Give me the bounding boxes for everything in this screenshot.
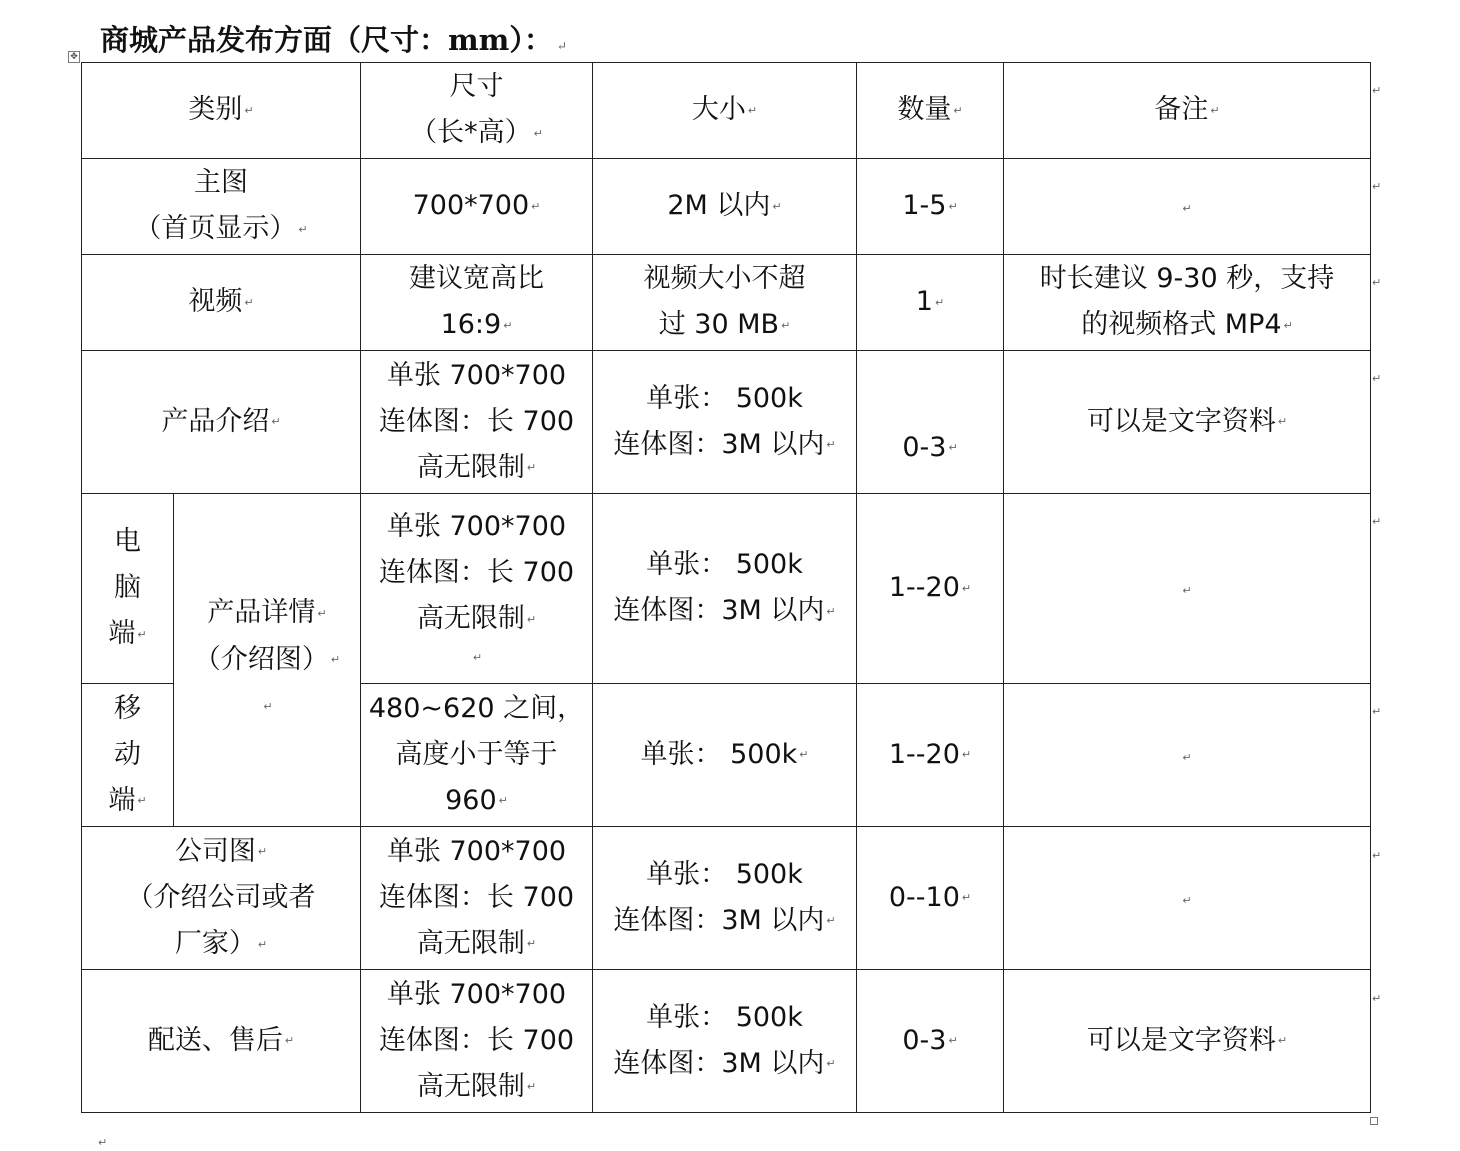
cell-filesize: 视频大小不超 过 30 MB ↵ [593, 255, 857, 351]
cell-category: 公司图 ↵ （介绍公司或者 厂家） ↵ [82, 827, 361, 970]
table-header-row [82, 63, 1371, 159]
row-end-mark: ↵ [1372, 992, 1382, 1005]
cell-filesize: 单张： 500k ↵ [593, 684, 857, 827]
cell-size: 单张 700*700 连体图：长 700 高无限制 ↵ [361, 827, 593, 970]
row-end-mark: ↵ [1372, 84, 1382, 97]
cell-filesize: 单张： 500k 连体图：3M 以内 ↵ [593, 494, 857, 684]
table-row [82, 970, 1371, 1113]
cell-quantity: 1-5 ↵ [857, 159, 1004, 255]
header-filesize: 大小 ↵ [593, 63, 857, 159]
table-move-handle-icon[interactable]: ✥ [68, 51, 80, 63]
cell-note: ↵ [1004, 827, 1371, 970]
cell-quantity: 0-3 ↵ [857, 351, 1004, 494]
cell-filesize: 单张： 500k 连体图：3M 以内 ↵ [593, 351, 857, 494]
cell-note: ↵ [1004, 159, 1371, 255]
cell-note: 可以是文字资料 ↵ [1004, 351, 1371, 494]
header-category: 类别 ↵ [82, 63, 361, 159]
cell-quantity: 1--20 ↵ [857, 684, 1004, 827]
cell-note: ↵ [1004, 494, 1371, 684]
cell-size: 建议宽高比 16:9 ↵ [361, 255, 593, 351]
table-row [82, 351, 1371, 494]
cell-size: 单张 700*700 连体图：长 700 高无限制 ↵ [361, 970, 593, 1113]
row-end-mark: ↵ [1372, 180, 1382, 193]
cell-quantity: 0-3 ↵ [857, 970, 1004, 1113]
header-quantity: 数量 ↵ [857, 63, 1004, 159]
cell-platform-mobile: 移 动 端 ↵ [82, 684, 174, 827]
header-size: 尺寸 （长*高） ↵ [361, 63, 593, 159]
cell-category: 产品介绍 ↵ [82, 351, 361, 494]
cell-quantity: 1--20 ↵ [857, 494, 1004, 684]
cell-filesize: 单张： 500k 连体图：3M 以内 ↵ [593, 970, 857, 1113]
row-end-mark: ↵ [1372, 849, 1382, 862]
cell-note: ↵ [1004, 684, 1371, 827]
cell-size: 单张 700*700 连体图：长 700 高无限制 ↵ [361, 351, 593, 494]
row-end-mark: ↵ [1372, 705, 1382, 718]
table-row [82, 159, 1371, 255]
cell-note: 可以是文字资料 ↵ [1004, 970, 1371, 1113]
cell-quantity: 0--10 ↵ [857, 827, 1004, 970]
row-end-mark: ↵ [1372, 372, 1382, 385]
table-row [82, 255, 1371, 351]
paragraph-mark: ↵ [98, 1136, 108, 1149]
header-note: 备注 ↵ [1004, 63, 1371, 159]
row-end-mark: ↵ [1372, 276, 1382, 289]
row-end-mark: ↵ [1372, 515, 1382, 528]
cell-size: 单张 700*700 连体图：长 700 高无限制 ↵ ↵ [361, 494, 593, 684]
spec-table [81, 62, 1371, 1113]
cell-size: 480~620 之间， 高度小于等于 960 ↵ [361, 684, 593, 827]
cell-platform-pc: 电 脑 端 ↵ [82, 494, 174, 684]
cell-category: 主图 （首页显示） ↵ [82, 159, 361, 255]
document-title: 商城产品发布方面（尺寸：mm）： ↵ [100, 23, 567, 57]
cell-category: 配送、售后 ↵ [82, 970, 361, 1113]
cell-note: 时长建议 9-30 秒，支持 的视频格式 MP4 ↵ [1004, 255, 1371, 351]
table-row [82, 827, 1371, 970]
table-row [82, 494, 1371, 684]
cell-filesize: 单张： 500k 连体图：3M 以内 ↵ [593, 827, 857, 970]
cell-category: 产品详情 ↵ （介绍图） ↵ ↵ [174, 494, 361, 827]
cell-category: 视频 ↵ [82, 255, 361, 351]
return-mark: ↵ [556, 39, 567, 53]
cell-filesize: 2M 以内 ↵ [593, 159, 857, 255]
cell-size: 700*700 ↵ [361, 159, 593, 255]
cell-quantity: 1 ↵ [857, 255, 1004, 351]
table-resize-handle[interactable] [1370, 1117, 1378, 1125]
